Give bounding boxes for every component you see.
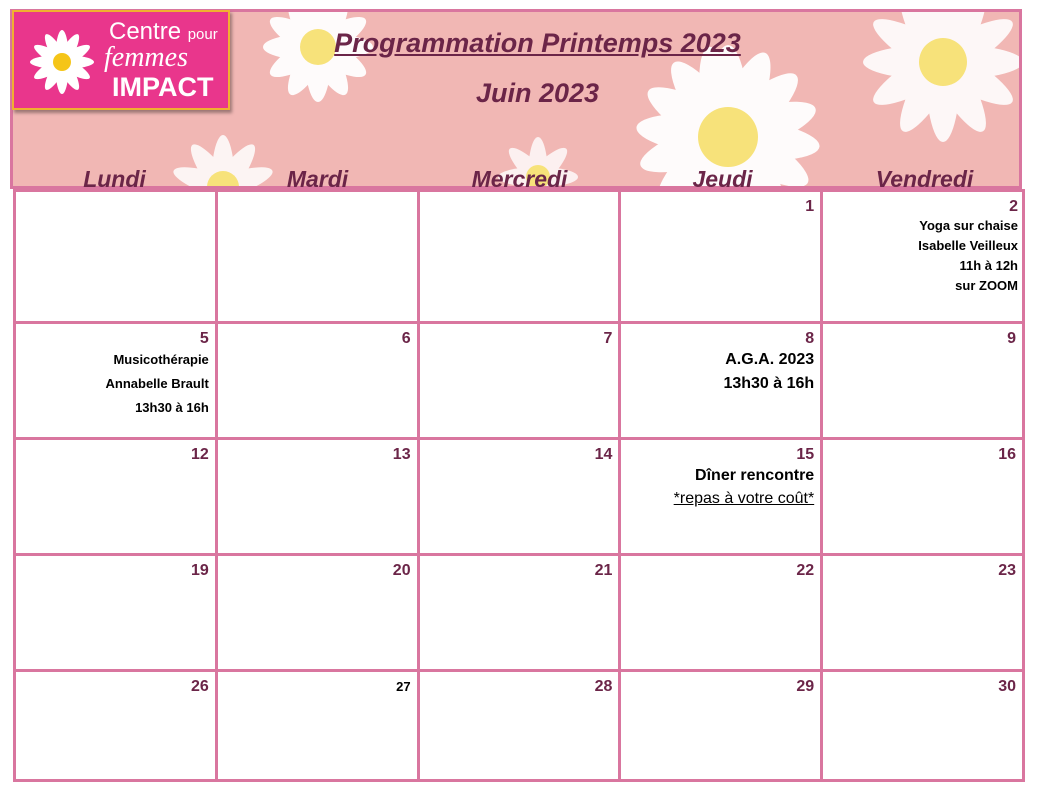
day-number: 5	[199, 330, 209, 347]
day-number: 8	[805, 330, 815, 347]
calendar-day-cell	[418, 191, 620, 323]
day-number: 22	[796, 562, 815, 579]
day-number: 16	[998, 446, 1016, 463]
weekday-vendredi: Vendredi	[875, 166, 974, 192]
event-time: 11h à 12h	[959, 258, 1018, 273]
calendar-day-cell	[15, 439, 217, 555]
weekday-header-row	[13, 166, 1024, 192]
calendar-day-cell	[418, 323, 620, 439]
calendar-grid	[13, 189, 1025, 782]
weekday-mercredi: Mercredi	[471, 166, 568, 192]
calendar-day-cell	[822, 555, 1024, 671]
calendar-day-cell	[418, 671, 620, 781]
day-number: 27	[396, 679, 411, 694]
calendar-day-cell	[620, 671, 822, 781]
calendar-day-cell	[418, 555, 620, 671]
calendar-day-cell	[620, 323, 822, 439]
event-note: *repas à votre coût*	[673, 490, 815, 507]
calendar-day-cell	[620, 555, 822, 671]
calendar-day-cell	[620, 439, 822, 555]
day-number: 30	[998, 678, 1016, 695]
calendar-day-cell	[15, 191, 217, 323]
day-number: 9	[1007, 330, 1016, 347]
event-title: Dîner rencontre	[695, 467, 815, 484]
calendar-day-cell	[822, 191, 1024, 323]
event-title: Yoga sur chaise	[919, 218, 1018, 233]
logo-line-femmes: femmes	[104, 42, 188, 73]
calendar-day-cell	[822, 439, 1024, 555]
calendar-day-cell	[216, 555, 418, 671]
event-time: 13h30 à 16h	[723, 375, 815, 392]
calendar-week-row	[15, 191, 1024, 323]
page-title: Programmation Printemps 2023	[334, 28, 741, 58]
day-number: 21	[594, 562, 613, 579]
month-title: Juin 2023	[475, 78, 600, 108]
day-number: 26	[191, 678, 209, 695]
day-number: 15	[796, 446, 815, 463]
event-time: 13h30 à 16h	[135, 400, 209, 415]
calendar-day-cell	[15, 555, 217, 671]
day-number: 19	[191, 562, 209, 579]
day-number: 6	[401, 330, 411, 347]
event-title: Musicothérapie	[113, 352, 209, 367]
calendar-day-cell	[620, 191, 822, 323]
calendar-week-row	[15, 555, 1024, 671]
day-number: 14	[594, 446, 613, 463]
calendar-day-cell	[216, 323, 418, 439]
calendar-week-row	[15, 671, 1024, 781]
centre-femmes-impact-logo	[12, 10, 230, 110]
weekday-jeudi: Jeudi	[692, 166, 753, 192]
day-number: 13	[392, 446, 411, 463]
day-number: 20	[392, 562, 411, 579]
event-title: A.G.A. 2023	[725, 351, 815, 368]
logo-line-impact: IMPACT	[112, 72, 214, 102]
calendar-day-cell	[418, 439, 620, 555]
logo-line-centre: Centre pour	[109, 18, 218, 45]
calendar-day-cell	[216, 439, 418, 555]
calendar-day-cell	[822, 671, 1024, 781]
weekday-lundi: Lundi	[83, 166, 146, 192]
day-number: 23	[998, 562, 1016, 579]
day-number: 12	[191, 446, 209, 463]
day-number: 28	[594, 678, 613, 695]
day-number: 1	[805, 198, 815, 215]
calendar-day-cell	[822, 323, 1024, 439]
flower-logo-icon	[20, 20, 104, 104]
calendar-week-row	[15, 439, 1024, 555]
calendar-day-cell	[216, 191, 418, 323]
weekday-mardi: Mardi	[286, 166, 349, 192]
calendar-week-row	[15, 323, 1024, 439]
day-number: 2	[1009, 198, 1018, 215]
event-host: Annabelle Brault	[105, 376, 209, 391]
calendar-day-cell	[216, 671, 418, 781]
day-number: 7	[603, 330, 613, 347]
event-host: Isabelle Veilleux	[918, 238, 1018, 253]
calendar-day-cell	[15, 671, 217, 781]
day-number: 29	[796, 678, 815, 695]
calendar-day-cell	[15, 323, 217, 439]
event-location: sur ZOOM	[955, 278, 1018, 293]
